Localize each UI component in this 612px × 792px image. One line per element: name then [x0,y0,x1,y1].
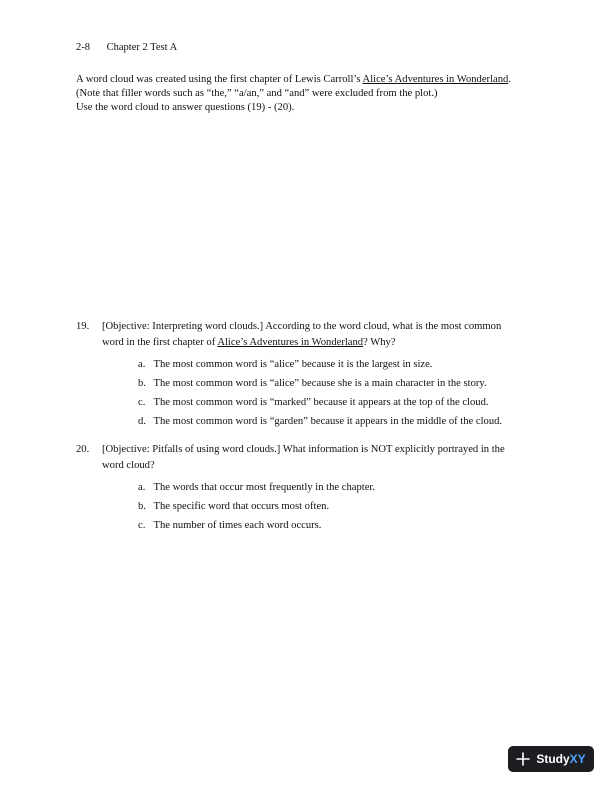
option-text: The most common word is “alice” because she is a main character in the story. [153,378,487,389]
stem-text-a: word in the first chapter of [102,337,218,348]
option-d[interactable] [138,414,536,433]
option-letter: a. [138,359,146,370]
intro-text [76,73,536,115]
option-letter: b. [138,378,146,389]
option-letter: a. [138,482,146,493]
option-b[interactable] [138,499,536,518]
option-text: The number of times each word occurs. [153,520,322,531]
option-letter: c. [138,520,146,531]
question-stem [102,442,536,537]
question-20 [76,442,536,537]
question-number: 19. [76,321,90,332]
intro-line-3: Use the word cloud to answer questions (19) - (20). [76,102,295,113]
book-title: Alice’s Adventures in Wonderland [217,337,364,348]
stem-line-2: word cloud? [102,460,155,471]
badge-label [536,752,585,766]
intro-text-a: A word cloud was created using the first chapter of Lewis Carroll’s [76,74,363,85]
question-19 [76,319,536,433]
option-letter: c. [138,397,146,408]
option-text: The specific word that occurs most often. [153,501,330,512]
option-text: The most common word is “garden” because it appears in the middle of the cloud. [153,416,503,427]
option-c[interactable] [138,395,536,414]
option-text: The most common word is “alice” because it is the largest in size. [153,359,433,370]
page-header [76,42,177,53]
option-letter: b. [138,501,146,512]
stem-line-2 [102,335,536,351]
intro-line-1 [76,73,536,87]
chapter-title: Chapter 2 Test A [106,42,178,53]
word-cloud-area [76,150,536,310]
page-number: 2-8 [76,42,90,53]
option-a[interactable] [138,480,536,499]
options-list [138,357,536,433]
intro-text-b: . [508,74,511,85]
stem-line-1: [Objective: Pitfalls of using word clouds.] What information is NOT explicitly portrayed in the [102,444,505,455]
option-text: The most common word is “marked” because it appears at the top of the cloud. [153,397,489,408]
question-number: 20. [76,444,90,455]
stem-text-b: ? Why? [363,337,396,348]
brand-name: Study [536,752,570,766]
option-c[interactable] [138,518,536,537]
option-a[interactable] [138,357,536,376]
studyxy-badge[interactable] [508,746,594,772]
option-b[interactable] [138,376,536,395]
option-text: The words that occur most frequently in the chapter. [153,482,375,493]
book-title-link: Alice’s Adventures in Wonderland [362,74,509,85]
plus-icon [516,752,530,766]
options-list [138,480,536,537]
stem-line-1: [Objective: Interpreting word clouds.] According to the word cloud, what is the most common [102,321,502,332]
intro-line-2: (Note that filler words such as “the,” “a/an,” and “and” were excluded from the plot.) [76,88,438,99]
brand-suffix: XY [569,752,586,766]
question-stem [102,319,536,433]
option-letter: d. [138,416,146,427]
